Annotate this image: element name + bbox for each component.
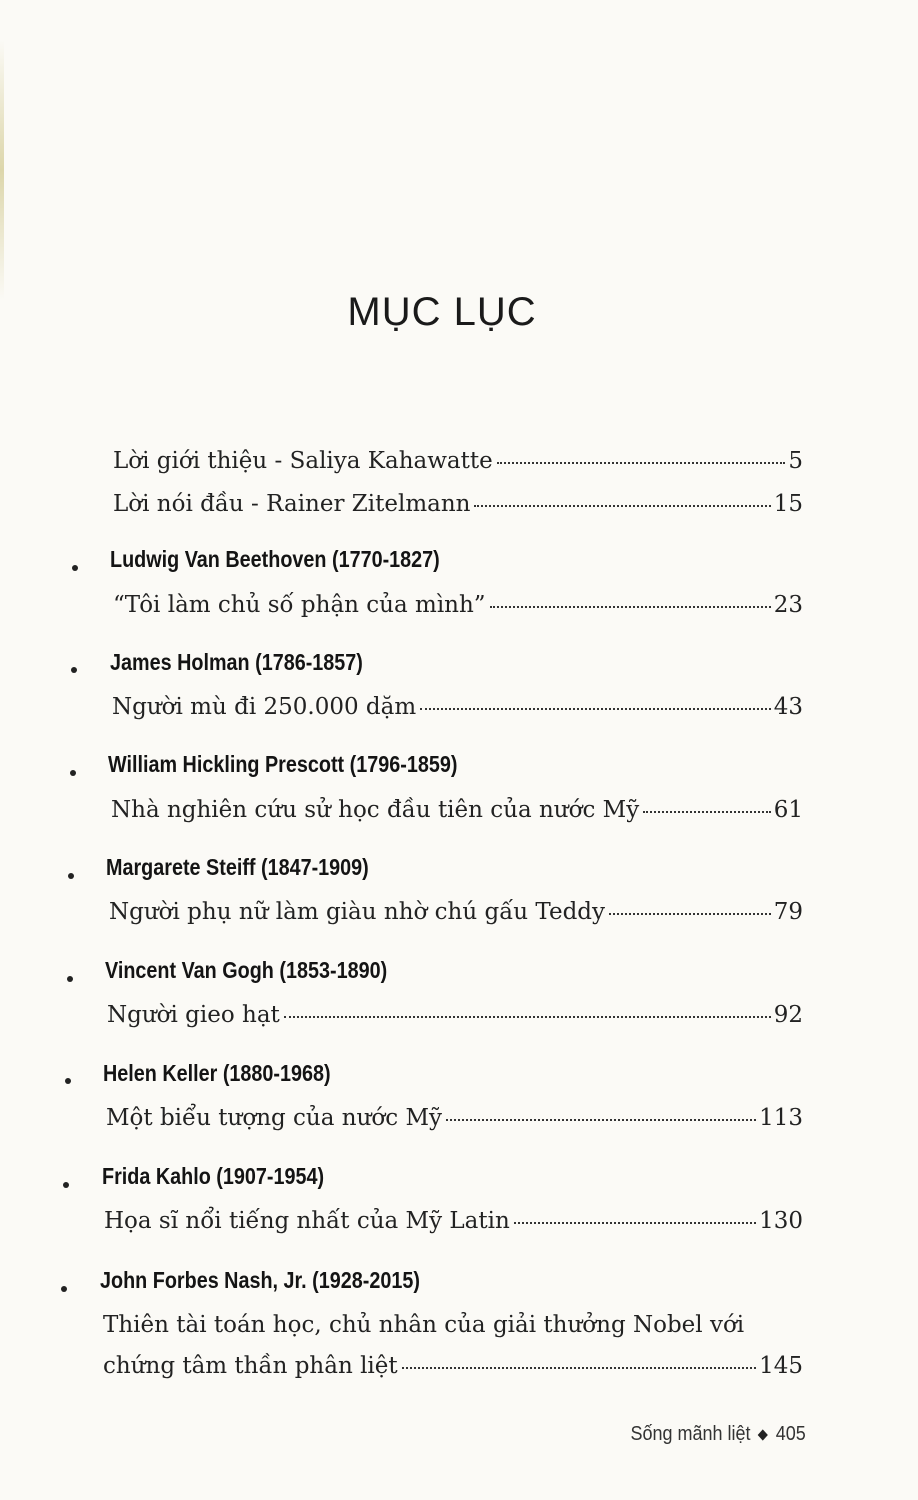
toc-page-number: 130 — [759, 1208, 803, 1234]
leader-dots — [402, 1366, 756, 1369]
leader-dots — [420, 707, 771, 710]
toc-entry-heading: Frida Kahlo (1907-1954) — [102, 1163, 325, 1189]
toc-entry-heading: William Hickling Prescott (1796-1859) — [108, 751, 458, 777]
toc-entry-heading: Helen Keller (1880-1968) — [103, 1060, 331, 1086]
toc-entry-heading: Ludwig Van Beethoven (1770-1827) — [110, 546, 440, 572]
toc-intro-row[interactable] — [113, 448, 803, 474]
footer-page-number: 405 — [775, 1423, 806, 1445]
toc-entry-subtitle: Người gieo hạt — [107, 1002, 280, 1028]
leader-dots — [643, 810, 771, 813]
bullet-icon — [71, 667, 77, 673]
bullet-icon — [65, 1078, 71, 1084]
toc-page-number: 23 — [773, 592, 803, 618]
toc-page-number: 92 — [773, 1002, 803, 1028]
bullet-icon — [63, 1182, 69, 1188]
toc-entry-row[interactable] — [104, 1208, 803, 1234]
toc-entry-heading: John Forbes Nash, Jr. (1928-2015) — [100, 1267, 420, 1293]
bullet-icon — [61, 1286, 67, 1292]
toc-entry-row[interactable] — [112, 694, 803, 720]
toc-page-number: 61 — [773, 797, 803, 823]
bullet-icon — [72, 565, 78, 571]
toc-page-number: 145 — [759, 1353, 803, 1379]
leader-dots — [490, 605, 771, 608]
leader-dots — [446, 1118, 756, 1121]
toc-page-number: 15 — [773, 491, 803, 517]
toc-entry-heading: Vincent Van Gogh (1853-1890) — [105, 957, 388, 983]
toc-page-number: 43 — [773, 694, 803, 720]
toc-entry-subtitle: Họa sĩ nổi tiếng nhất của Mỹ Latin — [104, 1208, 510, 1234]
toc-entry-row[interactable] — [109, 899, 803, 925]
toc-page-number: 5 — [788, 448, 803, 474]
toc-entry-row[interactable] — [113, 592, 803, 618]
toc-entry-text: Lời giới thiệu - Saliya Kahawatte — [113, 448, 493, 474]
toc-entry-subtitle: Một biểu tượng của nước Mỹ — [106, 1105, 442, 1131]
bullet-icon — [70, 770, 76, 776]
toc-entry-subtitle: Nhà nghiên cứu sử học đầu tiên của nước Mỹ — [111, 797, 640, 823]
leader-dots — [514, 1221, 756, 1224]
page-title: MỤC LỤC — [347, 290, 537, 334]
leader-dots — [609, 912, 771, 915]
toc-entry-subtitle: “Tôi làm chủ số phận của mình” — [113, 592, 486, 618]
toc-entry-row[interactable] — [103, 1353, 803, 1379]
toc-entry-subtitle: Người phụ nữ làm giàu nhờ chú gấu Teddy — [109, 899, 606, 925]
toc-entry-heading: Margarete Steiff (1847-1909) — [106, 854, 369, 880]
toc-entry-subtitle: chứng tâm thần phân liệt — [103, 1353, 398, 1379]
page-footer — [631, 1423, 806, 1446]
leader-dots — [284, 1015, 771, 1018]
leader-dots — [497, 461, 786, 464]
toc-entry-subtitle-line1: Thiên tài toán học, chủ nhân của giải thưởng Nobel với — [103, 1312, 745, 1338]
toc-entry-subtitle: Người mù đi 250.000 dặm — [112, 694, 417, 720]
toc-intro-row[interactable] — [113, 491, 803, 517]
toc-page-number: 113 — [759, 1105, 803, 1131]
page-edge-shadow — [0, 40, 4, 300]
leader-dots — [474, 504, 770, 507]
bullet-icon — [67, 976, 73, 982]
bullet-icon — [68, 873, 74, 879]
toc-entry-text: Lời nói đầu - Rainer Zitelmann — [113, 491, 471, 517]
footer-book-title: Sống mãnh liệt — [630, 1423, 751, 1445]
toc-entry-row[interactable] — [107, 1002, 803, 1028]
diamond-icon — [758, 1429, 768, 1440]
toc-entry-row[interactable] — [111, 797, 803, 823]
toc-entry-row[interactable] — [106, 1105, 803, 1131]
toc-entry-heading: James Holman (1786-1857) — [110, 649, 363, 675]
toc-page-number: 79 — [773, 899, 803, 925]
